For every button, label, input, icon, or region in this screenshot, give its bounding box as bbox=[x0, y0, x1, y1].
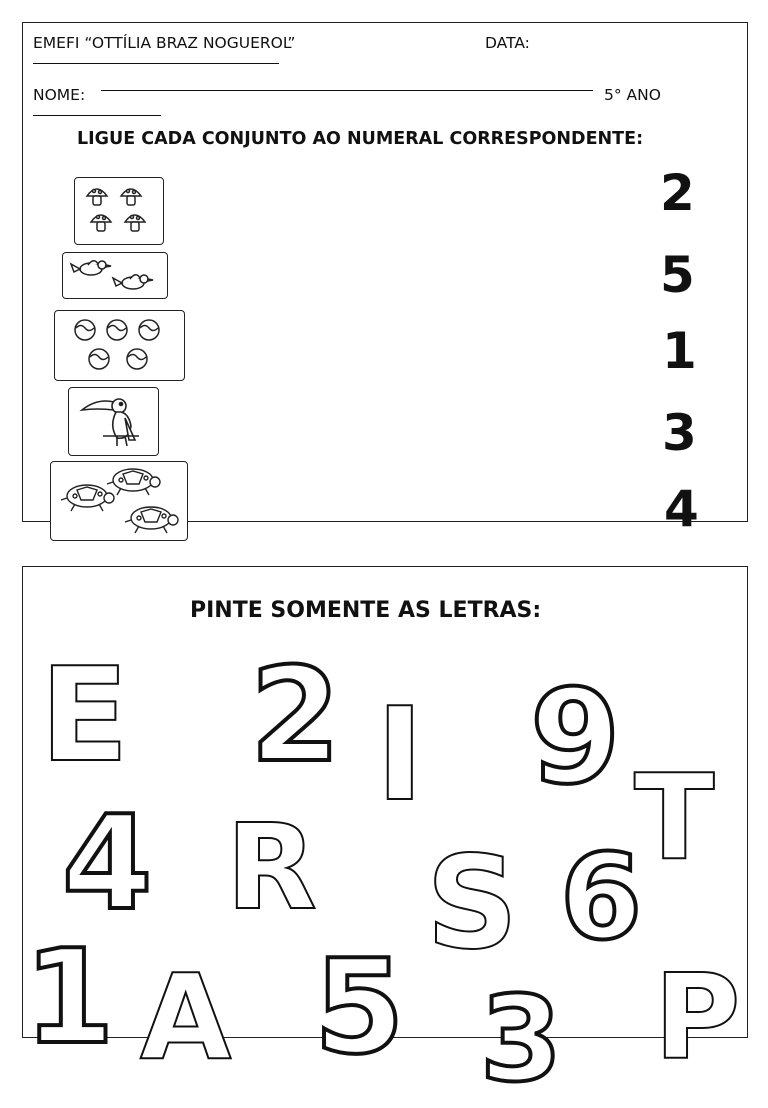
glyph-9[interactable]: 9 bbox=[530, 661, 621, 813]
numeral-3[interactable]: 3 bbox=[662, 404, 697, 462]
glyph-3[interactable]: 3 bbox=[480, 970, 563, 1108]
glyph-E[interactable]: E bbox=[40, 639, 129, 791]
glyph-1[interactable]: 1 bbox=[24, 921, 115, 1073]
exercise2-title: PINTE SOMENTE AS LETRAS: bbox=[190, 598, 542, 623]
glyph-R[interactable]: R bbox=[226, 798, 317, 936]
glyph-6[interactable]: 6 bbox=[560, 828, 643, 966]
set-turtles[interactable] bbox=[50, 461, 188, 541]
birds-icon bbox=[63, 253, 167, 298]
set-toucan[interactable] bbox=[68, 387, 159, 456]
name-blank-line-continued[interactable] bbox=[33, 115, 161, 116]
glyph-A[interactable]: A bbox=[140, 948, 232, 1086]
glyph-I[interactable]: I bbox=[376, 681, 424, 830]
glyph-5[interactable]: 5 bbox=[314, 931, 405, 1083]
glyph-P[interactable]: P bbox=[654, 948, 741, 1086]
turtles-icon bbox=[51, 462, 187, 540]
set-balls[interactable] bbox=[54, 310, 185, 381]
glyph-4[interactable]: 4 bbox=[62, 787, 153, 939]
numeral-4[interactable]: 4 bbox=[664, 480, 699, 538]
glyph-2[interactable]: 2 bbox=[250, 639, 341, 791]
set-mushrooms[interactable] bbox=[74, 177, 164, 245]
name-blank-line[interactable] bbox=[101, 90, 593, 91]
numeral-5[interactable]: 5 bbox=[660, 246, 695, 304]
exercise1-title: LIGUE CADA CONJUNTO AO NUMERAL CORRESPONDENTE: bbox=[77, 129, 644, 149]
glyph-S[interactable]: S bbox=[426, 829, 519, 978]
name-label: NOME: bbox=[33, 86, 86, 104]
grade-label: 5° ANO bbox=[604, 86, 661, 104]
numeral-1[interactable]: 1 bbox=[662, 322, 697, 380]
glyph-T[interactable]: T bbox=[634, 748, 715, 886]
mushrooms-icon bbox=[75, 178, 163, 244]
set-birds[interactable] bbox=[62, 252, 168, 299]
balls-icon bbox=[55, 311, 184, 380]
school-name: EMEFI “OTTÍLIA BRAZ NOGUEROL” bbox=[33, 34, 296, 52]
numeral-2[interactable]: 2 bbox=[660, 164, 695, 222]
date-blank-line[interactable] bbox=[33, 63, 279, 64]
date-label: DATA: bbox=[485, 34, 530, 52]
toucan-icon bbox=[69, 388, 158, 455]
